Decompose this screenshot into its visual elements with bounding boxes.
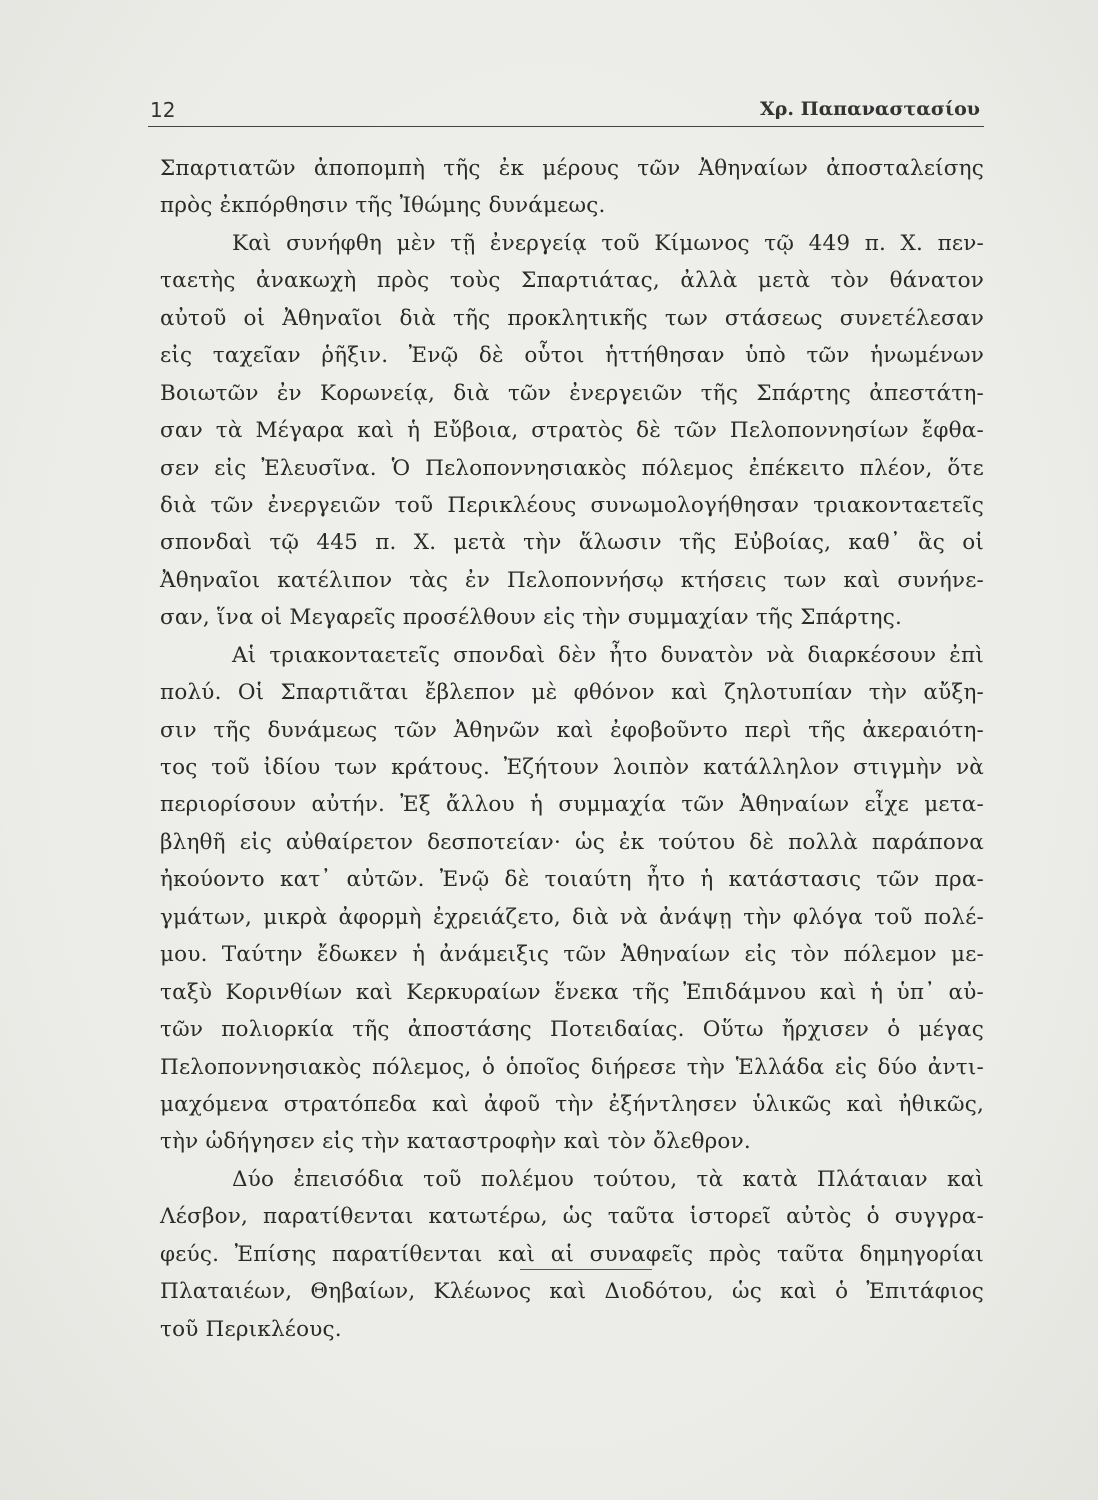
text-line: σαν τὰ Μέγαρα καὶ ἡ Εὔβοια, στρατὸς δὲ τῶν Πελοποννησίων ἔφθα- [160, 418, 984, 444]
text-line: Βοιωτῶν ἐν Κορωνείᾳ, διὰ τῶν ἐνεργειῶν τῆς Σπάρτης ἀπεστάτη- [160, 380, 984, 406]
text-line: Καὶ συνήφθη μὲν τῇ ἐνεργείᾳ τοῦ Κίμωνος τῷ 449 π. Χ. πεν- [232, 230, 984, 256]
text-line: σπονδαὶ τῷ 445 π. Χ. μετὰ τὴν ἅλωσιν τῆς Εὐβοίας, καθ᾽ ἃς οἱ [160, 530, 984, 556]
text-line: πρὸς ἐκπόρθησιν τῆς Ἰθώμης δυνάμεως. [160, 193, 606, 219]
text-line: σιν τῆς δυνάμεως τῶν Ἀθηνῶν καὶ ἐφοβοῦντο περὶ τῆς ἀκεραιότη- [160, 717, 984, 743]
text-line: Σπαρτιατῶν ἀποπομπὴ τῆς ἐκ μέρους τῶν Ἀθηναίων ἀποσταλείσης [160, 156, 984, 181]
text-line: βληθῆ εἰς αὐθαίρετον δεσποτείαν· ὡς ἐκ τούτου δὲ πολλὰ παράπονα [160, 829, 984, 855]
text-line: πολύ. Οἱ Σπαρτιᾶται ἔβλεπον μὲ φθόνον καὶ ζηλοτυπίαν τὴν αὔξη- [160, 680, 984, 706]
text-line: σεν εἰς Ἐλευσῖνα. Ὁ Πελοποννησιακὸς πόλεμος ἐπέκειτο πλέον, ὅτε [160, 455, 984, 481]
text-line: σαν, ἵνα οἱ Μεγαρεῖς προσέλθουν εἰς τὴν συμμαχίαν τῆς Σπάρτης. [160, 605, 903, 631]
running-head-author: Χρ. Παπαναστασίου [760, 98, 980, 120]
text-line: τος τοῦ ἰδίου των κράτους. Ἐζήτουν λοιπὸν κατάλληλον στιγμὴν νὰ [160, 755, 984, 780]
text-line: τοῦ Περικλέους. [160, 1316, 342, 1342]
text-line: γμάτων, μικρὰ ἀφορμὴ ἐχρειάζετο, διὰ νὰ ἀνάψῃ τὴν φλόγα τοῦ πολέ- [160, 904, 984, 930]
body-text [160, 150, 984, 1348]
text-line: τῶν πολιορκία τῆς ἀποστάσης Ποτειδαίας. Οὕτω ἤρχισεν ὁ μέγας [160, 1017, 984, 1043]
page-header [148, 96, 984, 127]
text-line: αὐτοῦ οἱ Ἀθηναῖοι διὰ τῆς προκλητικῆς των στάσεως συνετέλεσαν [160, 305, 984, 331]
text-line: μου. Ταύτην ἔδωκεν ἡ ἀνάμειξις τῶν Ἀθηναίων εἰς τὸν πόλεμον με- [160, 942, 984, 968]
section-end-rule [520, 1269, 652, 1270]
text-line: Πλαταιέων, Θηβαίων, Κλέωνος καὶ Διοδότου, ὡς καὶ ὁ Ἐπιτάφιος [160, 1279, 984, 1305]
text-line: ταξὺ Κορινθίων καὶ Κερκυραίων ἕνεκα τῆς Ἐπιδάμνου καὶ ἡ ὑπ᾽ αὐ- [160, 979, 984, 1005]
text-line: Πελοποννησιακὸς πόλεμος, ὁ ὁποῖος διήρεσε τὴν Ἑλλάδα εἰς δύο ἀντι- [160, 1054, 984, 1080]
text-line: διὰ τῶν ἐνεργειῶν τοῦ Περικλέους συνωμολογήθησαν τριακονταετεῖς [160, 492, 984, 518]
text-line: ταετὴς ἀνακωχὴ πρὸς τοὺς Σπαρτιάτας, ἀλλὰ μετὰ τὸν θάνατον [160, 268, 984, 294]
text-line: μαχόμενα στρατόπεδα καὶ ἀφοῦ τὴν ἐξήντλησεν ὑλικῶς καὶ ἠθικῶς, [160, 1091, 984, 1117]
text-line: εἰς ταχεῖαν ῥῆξιν. Ἐνῷ δὲ οὗτοι ἡττήθησαν ὑπὸ τῶν ἡνωμένων [160, 343, 984, 369]
text-line: Δύο ἐπεισόδια τοῦ πολέμου τούτου, τὰ κατὰ Πλάταιαν καὶ [232, 1166, 984, 1192]
text-line: Αἱ τριακονταετεῖς σπονδαὶ δὲν ἦτο δυνατὸν νὰ διαρκέσουν ἐπὶ [232, 642, 984, 668]
text-line: περιορίσουν αὐτήν. Ἐξ ἄλλου ἡ συμμαχία τῶν Ἀθηναίων εἶχε μετα- [160, 792, 984, 818]
text-line: Ἀθηναῖοι κατέλιπον τὰς ἐν Πελοποννήσῳ κτήσεις των καὶ συνήνε- [160, 567, 984, 593]
page-number: 12 [150, 98, 176, 122]
text-line: φεύς. Ἐπίσης παρατίθενται καὶ αἱ συναφεῖς πρὸς ταῦτα δημηγορίαι [160, 1241, 984, 1267]
text-line: τὴν ὡδήγησεν εἰς τὴν καταστροφὴν καὶ τὸν ὄλεθρον. [160, 1129, 751, 1155]
text-line: Λέσβον, παρατίθενται κατωτέρω, ὡς ταῦτα ἱστορεῖ αὐτὸς ὁ συγγρα- [160, 1204, 984, 1230]
text-line: ἠκούοντο κατ᾽ αὐτῶν. Ἐνῷ δὲ τοιαύτη ἦτο ἡ κατάστασις τῶν πρα- [160, 867, 984, 893]
